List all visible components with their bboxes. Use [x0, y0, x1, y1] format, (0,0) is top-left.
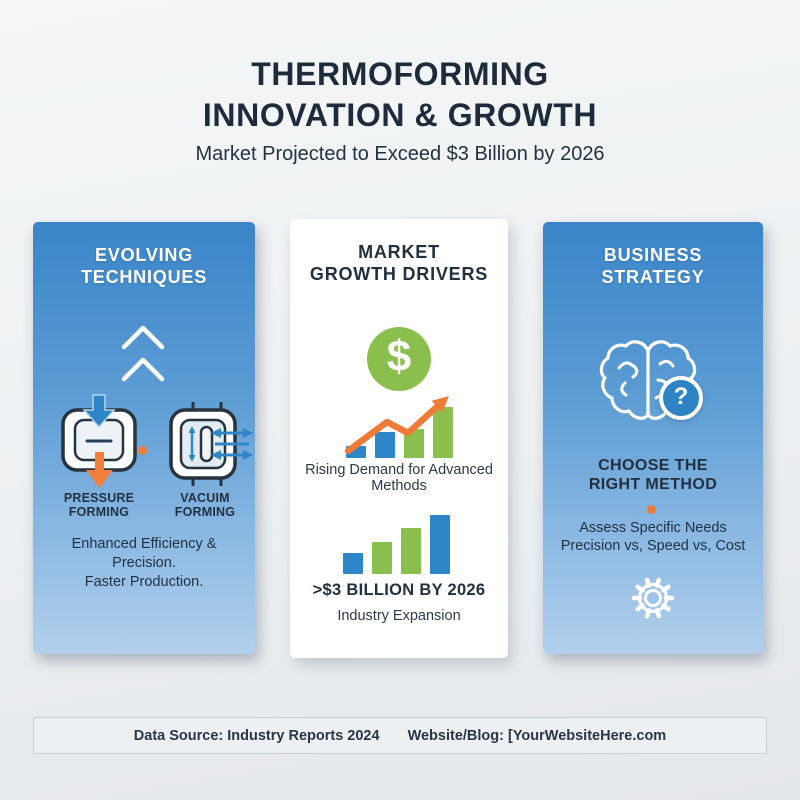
choose-method-heading [543, 456, 763, 494]
card-market-growth-drivers [290, 219, 508, 658]
billion-headline: >$3 BILLION BY 2026 [312, 581, 486, 599]
separator-dot-icon [138, 446, 147, 455]
page-subtitle: Market Projected to Exceed $3 Billion by 2026 [195, 143, 605, 165]
industry-expansion-mini-chart-bar-3 [401, 528, 421, 574]
page-title-line1: THERMOFORMING [251, 56, 549, 92]
card-title-techniques [33, 244, 255, 288]
page-title [0, 54, 800, 136]
card-title-strategy-line2: STRATEGY [601, 267, 705, 287]
rising-demand-caption-line1: Rising Demand for Advanced [305, 462, 493, 478]
industry-expansion-mini-chart [343, 515, 455, 574]
industry-expansion-caption: Industry Expansion [337, 608, 461, 624]
pressure-forming-icon [57, 394, 141, 490]
choose-method-heading-line2: RIGHT METHOD [588, 476, 718, 493]
footer-data-source: Data Source: Industry Reports 2024 [133, 727, 380, 744]
techniques-description [43, 535, 245, 592]
rising-demand-caption-line2: Methods [371, 478, 427, 494]
choose-method-heading-line1: CHOOSE THE [598, 457, 708, 474]
page-title-line2: INNOVATION & GROWTH [202, 97, 598, 133]
question-mark: ? [673, 383, 689, 410]
pressure-forming-label-line2: FORMING [68, 504, 130, 519]
card-business-strategy [543, 222, 763, 654]
card-title-growth-line2: GROWTH DRIVERS [309, 264, 489, 284]
industry-expansion-mini-chart-bar-2 [372, 542, 392, 574]
growth-arrow-icon [340, 383, 455, 458]
industry-expansion-mini-chart-bar-4 [430, 515, 450, 574]
strategy-description-line2: Precision vs, Speed vs, Cost [560, 537, 746, 554]
pressure-forming-label [49, 492, 149, 519]
question-circle-icon [659, 376, 703, 420]
header [0, 54, 800, 166]
pressure-forming-label-line1: PRESSURE [63, 491, 135, 505]
double-chevron-up-icon [121, 322, 165, 384]
strategy-description [551, 520, 755, 555]
card-evolving-techniques [33, 222, 255, 654]
footer-bar [33, 717, 767, 754]
footer-website: Website/Blog: [YourWebsiteHere.com [407, 727, 667, 744]
vacuum-forming-label [155, 492, 255, 519]
card-title-techniques-line1: EVOLVING [94, 245, 194, 265]
industry-expansion-mini-chart-bar-1 [343, 553, 363, 574]
techniques-description-line1: Enhanced Efficiency & Precision. [71, 536, 217, 571]
card-title-strategy-line1: BUSINESS [603, 245, 703, 265]
strategy-description-line1: Assess Specific Needs [579, 520, 727, 536]
rising-demand-caption [290, 462, 508, 494]
separator-dot-icon [647, 505, 656, 514]
industry-expansion-bars [343, 515, 450, 574]
card-title-strategy [543, 244, 763, 288]
card-title-techniques-line2: TECHNIQUES [80, 267, 207, 287]
card-title-growth-line1: MARKET [358, 242, 440, 262]
dollar-symbol: $ [386, 332, 412, 381]
techniques-description-line2: Faster Production. [84, 574, 204, 590]
gear-icon [630, 575, 676, 621]
vacuum-forming-icon [165, 400, 255, 488]
vacuum-forming-label-line2: FORMING [174, 504, 236, 519]
vacuum-forming-label-line1: VACUIM [180, 491, 230, 505]
dollar-circle-icon [367, 327, 431, 391]
card-title-growth [290, 241, 508, 285]
rising-demand-mini-chart [340, 383, 455, 458]
